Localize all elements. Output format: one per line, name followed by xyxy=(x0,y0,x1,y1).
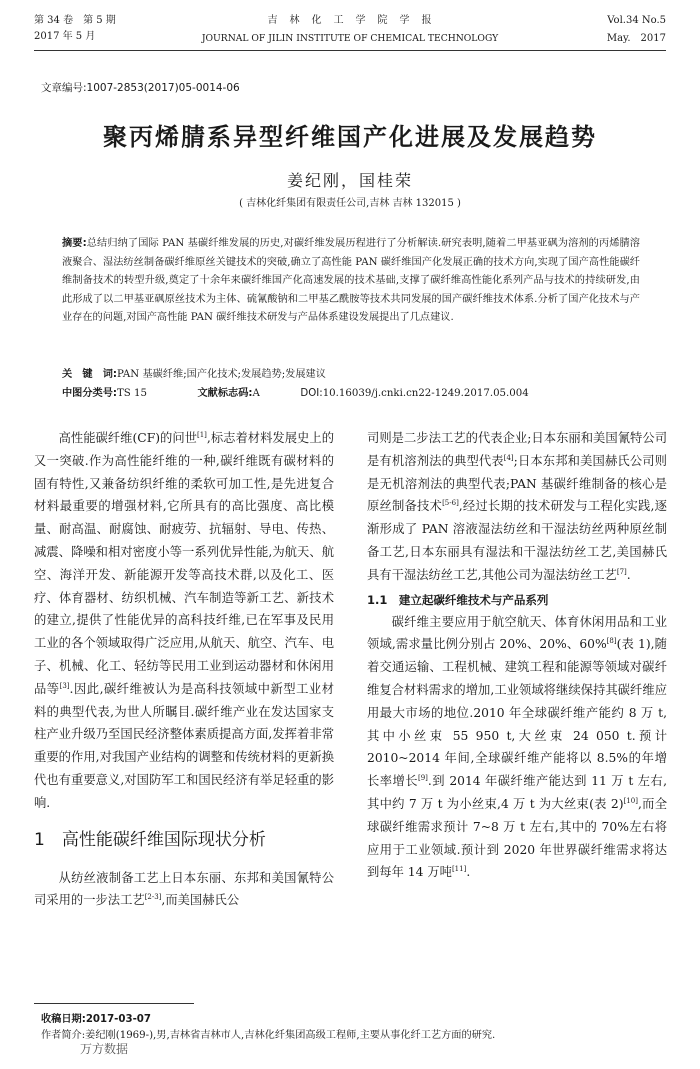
keywords xyxy=(62,366,640,385)
header-date: 2017 年 5 月 xyxy=(34,31,96,42)
doc-code-value: A xyxy=(252,388,260,399)
clc-value: TS 15 xyxy=(117,388,147,399)
header-date-en: May. 2017 xyxy=(606,33,666,44)
header-vol-issue-en: Vol.34 No.5 xyxy=(607,15,666,26)
abstract xyxy=(62,235,640,328)
affiliation: ( 吉林化纤集团有限责任公司,吉林 吉林 132015 ) xyxy=(239,198,461,209)
header-rule xyxy=(34,50,666,51)
classification-line xyxy=(62,385,640,404)
left-paragraph-2: 从纺丝液制备工艺上日本东丽、东邦和美国氰特公司采用的一步法工艺[2-3],而美国赫氏公 xyxy=(34,870,334,908)
abstract-label: 摘要: xyxy=(62,238,87,249)
author-bio: 作者简介:姜纪刚(1969-),男,吉林省吉林市人,吉林化纤集团高级工程师,主要从事化纤工艺方面的研究. xyxy=(41,1030,496,1041)
keywords-label: 关 键 词: xyxy=(62,369,118,380)
abstract-text: 总结归纳了国际 PAN 基碳纤维发展的历史,对碳纤维发展历程进行了分析解读.研究表明,随着二甲基亚砜为溶剂的丙烯腈溶液聚合、湿法纺丝制备碳纤维原丝关键技术的突破,确立了高性能 PAN 碳纤维国产化发展正确的技术方向,实现了国产高性能碳纤维制备技术的转型升级,奠定了十余年来碳纤维国产化高速发展的技术基础,支撑了碳纤维高性能化系列产品与技术的持续研发,由此形成了以二甲基亚砜原丝技术为主体、硫氰酸钠和二甲基乙酰胺等技术共同发展的国产碳纤维技术体系.分析了国产化技术与产业存在的问题,对国产高性能 PAN 碳纤维技术研发与产品体系建设发展提出了几点建议. xyxy=(62,238,640,324)
paper-title: 聚丙烯腈系异型纤维国产化进展及发展趋势 xyxy=(103,123,597,151)
doi-label: DOI: xyxy=(300,388,323,399)
right-paragraph-1: 司则是二步法工艺的代表企业;日本东丽和美国氰特公司是有机溶剂法的典型代表[4];日本东邦和美国赫氏公司则是无机溶剂法的典型代表;PAN 基碳纤维制备的核心是原丝制备技术[5-6],经过长期的技术研发与工程化实践,逐渐形成了 PAN 溶液湿法纺丝和干湿法纺丝两种原丝制备工艺,日本东丽具有湿法和干湿法纺丝工艺,美国赫氏具有干湿法纺丝工艺,其他公司为湿法纺丝工艺[7]. xyxy=(367,431,667,582)
authors: 姜纪刚，国桂荣 xyxy=(286,171,413,190)
doc-code-label: 文献标志码: xyxy=(197,388,253,399)
watermark: 万方数据 xyxy=(80,1042,129,1056)
right-paragraph-2: 碳纤维主要应用于航空航天、体育休闲用品和工业领域,需求量比例分别占 20%、20%、60%[8](表 1),随着交通运输、工程机械、建筑工程和能源等领域对碳纤维复合材料需求的增加,工业领域将继续保持其碳纤维应用最大市场的地位.2010 年全球碳纤维产能约 8 万 t,其中小丝束 55 950 t,大丝束 24 050 t.预计 2010~2014 年间,全球碳纤维产能将以 8.5%的年增长率增长[9].到 2014 年碳纤维产能达到 11 万 t 左右,其中约 7 万 t 为小丝束,4 万 t 为大丝束(表 2)[10],而全球碳纤维需求预计 7~8 万 t 左右,其中的 70%左右将应用于工业领域.预计到 2020 年世界碳纤维需求将达到每年 14 万吨[11]. xyxy=(367,614,667,880)
footnote-rule xyxy=(34,1003,194,1004)
header-journal-cn: 吉 林 化 工 学 院 学 报 xyxy=(267,15,433,26)
received-date: 收稿日期:2017-03-07 xyxy=(41,1014,151,1025)
keywords-text: PAN 基碳纤维;国产化技术;发展趋势;发展建议 xyxy=(117,369,326,380)
doi-value: 10.16039/j.cnki.cn22-1249.2017.05.004 xyxy=(322,388,529,399)
header-vol-issue: 第 34 卷 第 5 期 xyxy=(34,15,116,26)
header-journal-en: JOURNAL OF JILIN INSTITUTE OF CHEMICAL TECHNOLOGY xyxy=(201,33,499,44)
right-column xyxy=(367,427,667,884)
clc-label: 中图分类号: xyxy=(62,388,118,399)
left-column xyxy=(34,427,334,912)
article-number: 文章编号:1007-2853(2017)05-0014-06 xyxy=(41,82,240,94)
subsection-heading-1-1: 1.1 建立起碳纤维技术与产品系列 xyxy=(367,592,549,607)
left-paragraph-1: 高性能碳纤维(CF)的问世[1],标志着材料发展史上的又一突破.作为高性能纤维的一种,碳纤维既有碳材料的固有特性,又兼备纺织纤维的柔软可加工性,是先进复合材料最重要的增强材料,它所具有的高比强度、高比模量、耐高温、耐腐蚀、耐疲劳、抗辐射、导电、传热、减震、降噪和相对密度小等一系列优异性能,为航天、航空、海洋开发、新能源开发等高技术群,以及化工、医疗、体育器材、纺织机械、汽车制造等新工艺、新技术的建立,提供了性能优异的高科技纤维,已在军事及民用工业的各个领域取得广泛应用,从航天、航空、汽车、电子、机械、化工、轻纺等民用工业到运动器材和休闲用品等[3].因此,碳纤维被认为是高科技领域中新型工业材料的典型代表,为世人所瞩目.碳纤维产业在发达国家支柱产业升级乃至国民经济整体素质提高方面,发挥着非常重要的作用,对我国产业结构的调整和传统材料的更新换代也有重要意义,对国防军工和国民经济有举足轻重的影响. xyxy=(34,430,334,810)
section-heading-1: 1 高性能碳纤维国际现状分析 xyxy=(34,829,266,850)
